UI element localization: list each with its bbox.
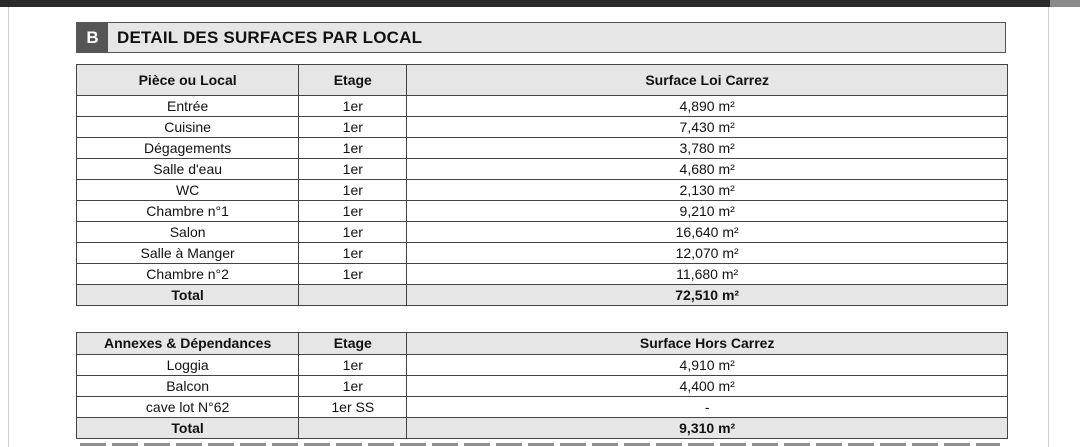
page-right-edge [1048,7,1049,447]
section-header [76,22,1006,53]
surface-cell: - [407,397,1008,418]
floor-cell: 1er [299,138,407,159]
floor-cell: 1er [299,96,407,117]
column-header-floor: Etage [299,65,407,96]
surface-cell: 7,430 m² [407,117,1008,138]
table-row [77,159,1008,180]
viewer-top-bar-end [1050,0,1080,7]
surface-cell: 2,130 m² [407,180,1008,201]
annexes-table [76,332,1008,439]
floor-cell: 1er [299,222,407,243]
surface-cell: 3,780 m² [407,138,1008,159]
total-value: 72,510 m² [407,285,1008,306]
floor-cell: 1er [299,180,407,201]
floor-cell: 1er [299,117,407,138]
table-row [77,355,1008,376]
table-header-row [77,333,1008,355]
surface-cell: 12,070 m² [407,243,1008,264]
surface-cell: 4,910 m² [407,355,1008,376]
room-cell: Cuisine [77,117,299,138]
section-title: DETAIL DES SURFACES PAR LOCAL [117,28,423,47]
floor-cell: 1er [299,243,407,264]
room-cell: Salle à Manger [77,243,299,264]
floor-cell: 1er [299,376,407,397]
surface-cell: 9,210 m² [407,201,1008,222]
table-row [77,243,1008,264]
floor-cell: 1er SS [299,397,407,418]
table-row [77,376,1008,397]
total-row [77,285,1008,306]
room-cell: Entrée [77,96,299,117]
total-floor-cell [299,418,407,439]
table-row [77,117,1008,138]
room-cell: Chambre n°1 [77,201,299,222]
annex-cell: Loggia [77,355,299,376]
floor-cell: 1er [299,159,407,180]
table-row [77,397,1008,418]
total-row [77,418,1008,439]
table-row [77,180,1008,201]
surface-cell: 4,400 m² [407,376,1008,397]
table-row [77,201,1008,222]
table-row [77,264,1008,285]
table-header-row [77,65,1008,96]
annex-cell: cave lot N°62 [77,397,299,418]
annex-cell: Balcon [77,376,299,397]
floor-cell: 1er [299,355,407,376]
room-cell: Salon [77,222,299,243]
table-row [77,96,1008,117]
column-header-surface: Surface Loi Carrez [407,65,1008,96]
cropped-footnote-text [80,440,1000,447]
column-header-annex: Annexes & Dépendances [77,333,299,355]
table-row [77,138,1008,159]
page-left-edge [8,7,9,447]
floor-cell: 1er [299,264,407,285]
room-cell: Chambre n°2 [77,264,299,285]
section-letter-badge: B [77,23,108,52]
column-header-floor: Etage [299,333,407,355]
total-label: Total [77,285,299,306]
surface-cell: 4,890 m² [407,96,1008,117]
surface-cell: 11,680 m² [407,264,1008,285]
room-cell: WC [77,180,299,201]
surface-cell: 4,680 m² [407,159,1008,180]
column-header-surface: Surface Hors Carrez [407,333,1008,355]
surfaces-table [76,64,1008,306]
floor-cell: 1er [299,201,407,222]
column-header-room: Pièce ou Local [77,65,299,96]
total-label: Total [77,418,299,439]
total-value: 9,310 m² [407,418,1008,439]
total-floor-cell [299,285,407,306]
room-cell: Dégagements [77,138,299,159]
surface-cell: 16,640 m² [407,222,1008,243]
table-row [77,222,1008,243]
viewer-top-bar [0,0,1080,7]
room-cell: Salle d'eau [77,159,299,180]
